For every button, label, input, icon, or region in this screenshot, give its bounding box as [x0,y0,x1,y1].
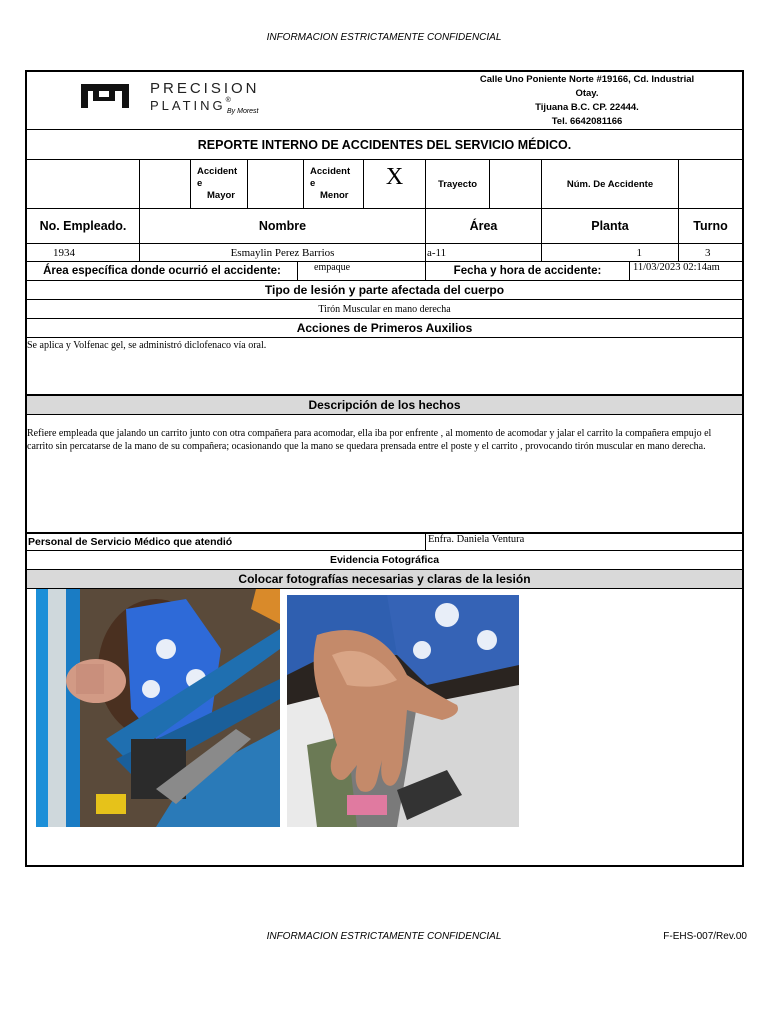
num-accidente-text: Núm. De Accidente [566,178,654,190]
num-accidente-value[interactable] [679,160,742,208]
auxilios-value-text: Se aplica y Volfenac gel, se administró diclofenaco vía oral. [27,340,267,351]
value-turno[interactable] [679,244,742,261]
accidente-menor-label [304,160,364,208]
value-area-text: a-11 [427,246,447,259]
address-line-3: Tijuana B.C. CP. 22444. [535,102,639,113]
form-header [27,72,742,130]
lesion-title-text: Tipo de lesión y parte afectada del cuerpo [264,283,505,297]
value-nombre-text: Esmaylin Perez Barrios [230,246,335,259]
company-address [427,73,747,129]
evidencia-subtitle [27,570,742,589]
accidente-menor-checkbox[interactable] [364,160,426,208]
accident-type-row [27,160,742,209]
form-code: F-EHS-007/Rev.00 [663,931,747,942]
accident-report-form [25,70,744,867]
fecha-hora-value-text: 11/03/2023 02:14am [633,262,720,273]
fecha-hora-value[interactable] [630,262,742,280]
header-nombre-text: Nombre [258,219,307,233]
value-turno-text: 3 [705,246,711,259]
employee-header-row [27,209,742,244]
logo-line-2-wrap [150,97,231,115]
confidential-header: INFORMACION ESTRICTAMENTE CONFIDENCIAL [266,32,502,43]
header-no-empleado [27,209,140,243]
injury-photo-2[interactable] [287,595,519,827]
lesion-value[interactable] [27,300,742,319]
area-especifica-label-text: Área específica donde ocurrió el accidente: [43,265,281,277]
personal-label [27,534,426,550]
value-no-empleado-text: 1934 [53,246,75,259]
header-turno-text: Turno [693,219,728,233]
mayor-l1: Accident [197,166,238,177]
precision-plating-logo-icon [79,80,131,110]
menor-l2: e [310,178,316,189]
logo-by-morest: By Morest [227,108,259,115]
location-date-row [27,262,742,281]
personal-value-text: Enfra. Daniela Ventura [428,534,525,545]
address-line-1: Calle Uno Poniente Norte #19166, Cd. Industrial [479,74,695,85]
trayecto-checkbox[interactable] [490,160,542,208]
address-line-2: Otay. [575,88,599,99]
trayecto-label [426,160,490,208]
report-title [27,130,742,160]
menor-mark: X [385,164,404,190]
confidential-footer: INFORMACION ESTRICTAMENTE CONFIDENCIAL [266,931,502,942]
personal-row [27,533,742,551]
employee-value-row [27,244,742,262]
trayecto-text: Trayecto [437,178,478,190]
evidencia-title [27,551,742,570]
logo-line-2: PLATING [150,98,226,113]
header-area [426,209,542,243]
personal-value[interactable] [426,534,742,550]
header-turno [679,209,742,243]
personal-label-text: Personal de Servicio Médico que atendió [28,536,233,548]
mayor-l3: Mayor [207,190,235,201]
blank-cell-2 [140,160,191,208]
hechos-value-text: Refiere empleada que jalando un carrito junto con otra compañera para acomodar, ella iba por enfrente , al momento de acomodar y jalar el carrito la compañera empujo el carrito sin percatarse de la mano de su compañera; ocasionando que la mano se quedara prensada entre el poste y el carrito , provocando tirón muscular en mano derecha. [27,428,712,452]
header-planta [542,209,679,243]
injury-photo-1[interactable] [36,589,280,827]
address-line-4: Tel. 6642081166 [551,116,623,127]
header-planta-text: Planta [591,219,629,233]
value-planta[interactable] [542,244,679,261]
evidencia-title-text: Evidencia Fotográfica [329,554,440,566]
hechos-value[interactable] [27,415,742,533]
logo-line-1: PRECISION [150,80,260,97]
menor-l3: Menor [320,190,349,201]
lesion-title [27,281,742,300]
company-logo [79,78,339,118]
value-area[interactable] [426,244,542,261]
auxilios-title [27,319,742,338]
lesion-value-text: Tirón Muscular en mano derecha [318,303,451,315]
value-no-empleado[interactable] [27,244,140,261]
blank-cell-1 [27,160,140,208]
auxilios-value[interactable] [27,338,742,395]
area-especifica-value-text: empaque [314,262,351,273]
value-planta-text: 1 [636,246,642,259]
evidencia-subtitle-text: Colocar fotografías necesarias y claras de la lesión [238,572,531,586]
area-especifica-value[interactable] [298,262,426,280]
hechos-title [27,395,742,415]
accidente-mayor-label [191,160,248,208]
photo-area [27,589,742,865]
num-accidente-label [542,160,679,208]
fecha-hora-label [426,262,630,280]
auxilios-title-text: Acciones de Primeros Auxilios [296,321,473,335]
value-nombre[interactable] [140,244,426,261]
logo-registered: ® [225,97,231,104]
header-nombre [140,209,426,243]
fecha-hora-label-text: Fecha y hora de accidente: [453,265,602,277]
accidente-mayor-checkbox[interactable] [248,160,304,208]
report-title-text: REPORTE INTERNO DE ACCIDENTES DEL SERVICIO MÉDICO. [197,137,572,152]
menor-l1: Accident [310,166,351,177]
header-area-text: Área [469,219,498,233]
hechos-title-text: Descripción de los hechos [308,398,461,412]
header-no-empleado-text: No. Empleado. [39,219,127,233]
area-especifica-label [27,262,298,280]
mayor-l2: e [197,178,203,189]
